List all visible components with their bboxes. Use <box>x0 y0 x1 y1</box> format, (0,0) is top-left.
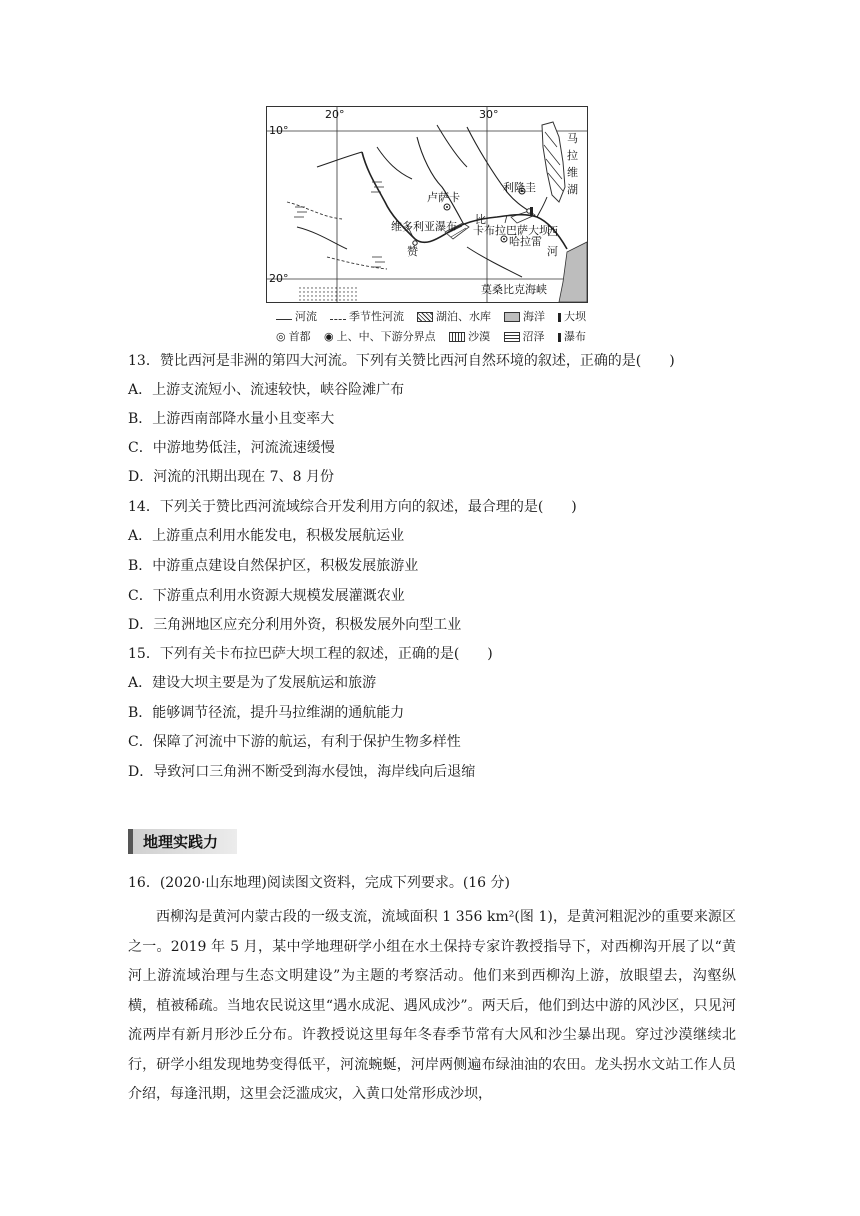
legend-river: 河流 <box>295 310 317 323</box>
question-15-stem: 15．下列有关卡布拉巴萨大坝工程的叙述，正确的是( ) <box>128 646 493 662</box>
swamp-marks <box>294 182 385 267</box>
lon-30-label: 30° <box>479 108 499 121</box>
question-14-option-d: D．三角洲地区应充分利用外资，积极发展外向型工业 <box>128 617 462 633</box>
legend-desert: 沙漠 <box>468 330 491 343</box>
dam-icon <box>530 207 533 215</box>
question-14-stem: 14．下列关于赞比西河流域综合开发利用方向的叙述，最合理的是( ) <box>128 499 577 515</box>
lake-malawi-char-4: 湖 <box>567 183 578 196</box>
lake-malawi-char-1: 马 <box>567 132 578 145</box>
lusaka-label: 卢萨卡 <box>427 191 460 204</box>
question-13-option-b: B．上游西南部降水量小且变率大 <box>128 411 335 427</box>
tributary-shire <box>537 197 547 217</box>
legend-boundary-point: 上、中、下游分界点 <box>336 330 436 343</box>
question-14-option-b: B．中游重点建设自然保护区，积极发展旅游业 <box>128 558 419 574</box>
zambezi-map-figure <box>266 106 590 346</box>
tributary-luangwa <box>467 127 529 211</box>
legend-swamp: 沼泽 <box>522 330 545 343</box>
legend-ocean: 海洋 <box>523 310 545 323</box>
seasonal-river <box>287 202 342 219</box>
legend-dam: 大坝 <box>564 310 586 323</box>
question-15-option-d: D．导致河口三角洲不断受到海水侵蚀，海岸线向后退缩 <box>128 764 476 780</box>
map-canvas <box>267 107 587 302</box>
lon-20-label: 20° <box>325 108 345 121</box>
question-15-option-b: B．能够调节径流，提升马拉维湖的通航能力 <box>128 705 405 721</box>
lat-10-label: 10° <box>269 124 289 137</box>
lake-malawi-char-3: 维 <box>567 166 578 179</box>
legend-capital: 首都 <box>288 330 311 343</box>
section-title: 地理实践力 <box>143 833 219 851</box>
legend-seasonal-river: 季节性河流 <box>349 310 404 323</box>
section-header <box>128 829 237 854</box>
zambezi-label-he: 河 <box>547 245 558 258</box>
question-13-option-a: A．上游支流短小、流速较快，峡谷险滩广布 <box>128 382 405 398</box>
cahora-bassa-label: 卡布拉巴萨大坝 <box>473 224 550 237</box>
tributary <box>317 152 362 167</box>
tributary-kafue <box>417 137 463 223</box>
tributary <box>467 247 522 277</box>
legend-waterfall: 瀑布 <box>563 330 586 343</box>
question-15-option-a: A．建设大坝主要是为了发展航运和旅游 <box>128 675 377 691</box>
tributary <box>377 147 412 179</box>
lake-malawi <box>542 122 565 202</box>
question-14-option-a: A．上游重点利用水能发电，积极发展航运业 <box>128 528 405 544</box>
question-13-stem: 13．赞比西河是非洲的第四大河流。下列有关赞比西河自然环境的叙述，正确的是( ) <box>128 353 675 369</box>
map-legend: 河流 季节性河流 湖泊、水库 海洋 大坝 ◎ 首都 ◉ 上、中、下游分界点 沙漠 沼泽 瀑布 <box>276 307 586 347</box>
lilongwe-label: 利隆圭 <box>503 181 536 194</box>
question-13-option-d: D．河流的汛期出现在 7、8 月份 <box>128 469 334 485</box>
question-15-option-c: C．保障了河流中下游的航运，有利于保护生物多样性 <box>128 734 461 750</box>
question-14-option-c: C．下游重点利用水资源大规模发展灌溉农业 <box>128 588 405 604</box>
zambezi-label-zan: 赞 <box>407 245 418 258</box>
map-frame <box>266 106 588 303</box>
lake-malawi-char-2: 拉 <box>567 149 578 162</box>
question-13-option-c: C．中游地势低洼，河流流速缓慢 <box>128 440 335 456</box>
mozambique-channel-label: 莫桑比克海峡 <box>481 283 547 296</box>
tributary <box>297 227 347 249</box>
harare-label: 哈拉雷 <box>509 235 542 248</box>
question-16-passage: 西柳沟是黄河内蒙古段的一级支流，流域面积 1 356 km²(图 1)，是黄河粗泥沙的重要来源区之一。2019 年 5 月，某中学地理研学小组在水土保持专家许教授指导下，对西柳沟开展了以“黄河上游流域治理与生态文明建设”为主题的考察活动。他们来到西柳沟上游，放眼望去，沟壑纵横，植被稀疏。当地农民说这里“遇水成泥、遇风成沙”。两天后，他们到达中游的风沙区，只见河流两岸有新月形沙丘分布。许教授说这里每年冬春季节常有大风和沙尘暴出现。穿过沙漠继续北行，研学小组发现地势变得低平，河流蜿蜒，河岸两侧遍布绿油油的农田。龙头拐水文站工作人员介绍，每逢汛期，这里会泛滥成灾，入黄口处常形成沙坝， <box>128 909 736 1102</box>
legend-lake-reservoir: 湖泊、水库 <box>436 310 491 323</box>
question-16-header: 16．(2020·山东地理)阅读图文资料，完成下列要求。(16 分) <box>128 875 511 891</box>
lat-20-label: 20° <box>269 272 289 285</box>
desert-area <box>297 285 357 301</box>
victoria-falls-label: 维多利亚瀑布 <box>391 220 457 233</box>
zambezi-label-bi: 比 <box>475 213 486 226</box>
zambezi-label-xi: 西 <box>547 225 558 238</box>
ocean-area <box>559 242 587 302</box>
